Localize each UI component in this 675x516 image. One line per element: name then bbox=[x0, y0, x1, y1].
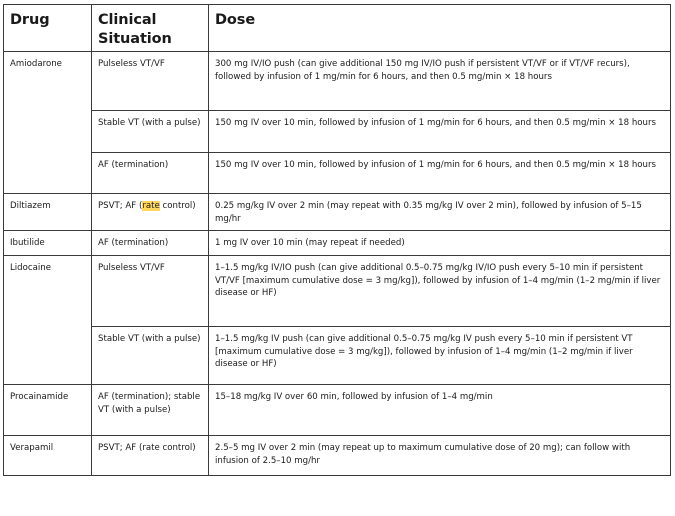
situation-cell: Pulseless VT/VF bbox=[92, 52, 209, 111]
table-row bbox=[4, 256, 671, 327]
table-header-row bbox=[4, 5, 671, 52]
dose-cell: 2.5–5 mg IV over 2 min (may repeat up to maximum cumulative dose of 20 mg); can follow with infusion of 2.5–10 mg/hr bbox=[209, 436, 671, 476]
header-clinical-situation: Clinical Situation bbox=[92, 5, 209, 52]
situation-cell: AF (termination); stable VT (with a pulse) bbox=[92, 385, 209, 436]
table-row bbox=[4, 231, 671, 256]
drug-cell: Procainamide bbox=[4, 385, 92, 436]
situation-text: control) bbox=[159, 201, 196, 211]
dose-cell: 1–1.5 mg/kg IV/IO push (can give additional 0.5–0.75 mg/kg IV/IO push every 5–10 min if persistent VT/VF [maximum cumulative dose = 3 mg/kg]), followed by infusion of 1–4 mg/min (1–2 mg/min if liver disease or HF) bbox=[209, 256, 671, 327]
table-row bbox=[4, 327, 671, 385]
drug-cell: Verapamil bbox=[4, 436, 92, 476]
dosing-table-container bbox=[3, 4, 670, 476]
dose-cell: 0.25 mg/kg IV over 2 min (may repeat with 0.35 mg/kg IV over 2 min), followed by infusion of 5–15 mg/hr bbox=[209, 194, 671, 231]
dose-cell: 15–18 mg/kg IV over 60 min, followed by infusion of 1–4 mg/min bbox=[209, 385, 671, 436]
table-row bbox=[4, 436, 671, 476]
table-row bbox=[4, 194, 671, 231]
header-drug: Drug bbox=[4, 5, 92, 52]
situation-cell bbox=[92, 194, 209, 231]
situation-cell: Pulseless VT/VF bbox=[92, 256, 209, 327]
dose-cell: 300 mg IV/IO push (can give additional 150 mg IV/IO push if persistent VT/VF or if VT/VF recurs), followed by infusion of 1 mg/min for 6 hours, and then 0.5 mg/min × 18 hours bbox=[209, 52, 671, 111]
situation-cell: AF (termination) bbox=[92, 153, 209, 194]
dose-cell: 150 mg IV over 10 min, followed by infusion of 1 mg/min for 6 hours, and then 0.5 mg/min × 18 hours bbox=[209, 153, 671, 194]
drug-cell: Amiodarone bbox=[4, 52, 92, 194]
antiarrhythmic-dosing-table bbox=[3, 4, 671, 476]
situation-cell: Stable VT (with a pulse) bbox=[92, 327, 209, 385]
table-row bbox=[4, 52, 671, 111]
situation-cell: AF (termination) bbox=[92, 231, 209, 256]
drug-cell: Lidocaine bbox=[4, 256, 92, 385]
drug-cell: Diltiazem bbox=[4, 194, 92, 231]
situation-text: PSVT; AF ( bbox=[98, 201, 143, 211]
dose-cell: 1–1.5 mg/kg IV push (can give additional 0.5–0.75 mg/kg IV push every 5–10 min if persistent VT [maximum cumulative dose = 3 mg/kg]), followed by infusion of 1–4 mg/min (1–2 mg/min if liver disease or HF) bbox=[209, 327, 671, 385]
header-dose: Dose bbox=[209, 5, 671, 52]
table-row bbox=[4, 385, 671, 436]
highlighted-text: rate bbox=[142, 201, 160, 211]
dose-cell: 150 mg IV over 10 min, followed by infusion of 1 mg/min for 6 hours, and then 0.5 mg/min × 18 hours bbox=[209, 111, 671, 153]
drug-cell: Ibutilide bbox=[4, 231, 92, 256]
dose-cell: 1 mg IV over 10 min (may repeat if needed) bbox=[209, 231, 671, 256]
table-row bbox=[4, 153, 671, 194]
situation-cell: PSVT; AF (rate control) bbox=[92, 436, 209, 476]
table-row bbox=[4, 111, 671, 153]
situation-cell: Stable VT (with a pulse) bbox=[92, 111, 209, 153]
